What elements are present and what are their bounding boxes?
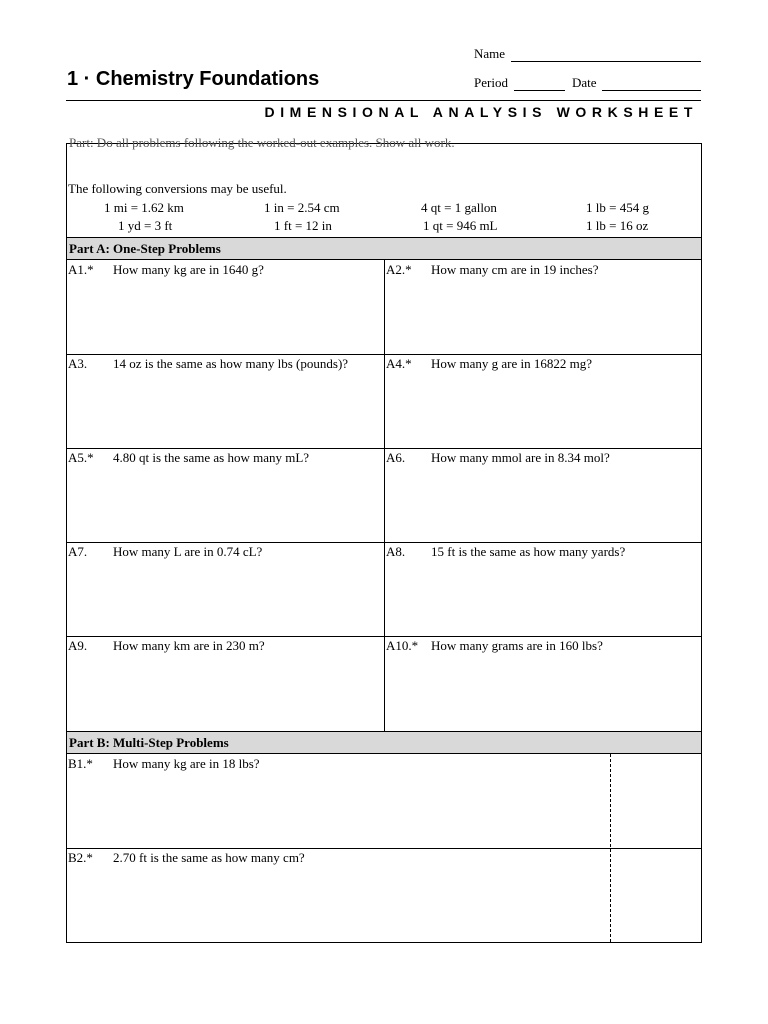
header-rule bbox=[66, 100, 701, 101]
page-title: 1 · Chemistry Foundations bbox=[67, 68, 320, 90]
conversion-item: 1 lb = 454 g bbox=[586, 200, 649, 215]
problem-cell[interactable] bbox=[67, 448, 384, 542]
date-field[interactable] bbox=[602, 90, 701, 91]
conversion-item: 1 mi = 1.62 km bbox=[104, 200, 184, 215]
name-label: Name bbox=[474, 46, 506, 61]
problem-cell[interactable] bbox=[67, 542, 384, 636]
problem-cell[interactable] bbox=[67, 354, 384, 448]
problem-text: How many mmol are in 8.34 mol? bbox=[431, 450, 610, 465]
worksheet-subtitle: DIMENSIONAL ANALYSIS WORKSHEET bbox=[264, 104, 698, 120]
answer-box[interactable] bbox=[611, 754, 701, 848]
problem-text: How many kg are in 1640 g? bbox=[113, 262, 264, 277]
problem-cell[interactable] bbox=[385, 448, 701, 542]
conversion-item: 4 qt = 1 gallon bbox=[421, 200, 497, 215]
problem-text: 14 oz is the same as how many lbs (pounds)? bbox=[113, 356, 349, 371]
problem-cell[interactable] bbox=[385, 354, 701, 448]
conversion-item: 1 yd = 3 ft bbox=[118, 218, 173, 233]
problem-number: B1.* bbox=[68, 756, 93, 771]
problem-cell[interactable] bbox=[385, 542, 701, 636]
problem-number: A5.* bbox=[68, 450, 94, 465]
directions-text: Part: Do all problems following the worked-out examples. Show all work. bbox=[69, 135, 455, 150]
problem-number: A9. bbox=[68, 638, 88, 653]
part-b-heading: Part B: Multi-Step Problems bbox=[67, 731, 701, 754]
name-field[interactable] bbox=[511, 61, 701, 62]
date-label: Date bbox=[572, 75, 597, 90]
answer-box[interactable] bbox=[611, 848, 701, 942]
worksheet-table bbox=[66, 135, 702, 943]
problem-text: How many cm are in 19 inches? bbox=[431, 262, 599, 277]
problem-text: 2.70 ft is the same as how many cm? bbox=[113, 850, 305, 865]
problem-cell[interactable] bbox=[67, 848, 610, 942]
problem-number: A1.* bbox=[68, 262, 94, 277]
problem-number: A4.* bbox=[386, 356, 412, 371]
problem-text: How many L are in 0.74 cL? bbox=[113, 544, 263, 559]
problem-cell[interactable] bbox=[67, 754, 610, 848]
problem-number: A10.* bbox=[386, 638, 419, 653]
problem-number: B2.* bbox=[68, 850, 93, 865]
conversion-item: 1 in = 2.54 cm bbox=[264, 200, 340, 215]
problem-text: How many km are in 230 m? bbox=[113, 638, 265, 653]
problem-cell[interactable] bbox=[385, 636, 701, 730]
problem-number: A7. bbox=[68, 544, 88, 559]
problem-number: A3. bbox=[68, 356, 88, 371]
problem-text: How many kg are in 18 lbs? bbox=[113, 756, 260, 771]
problem-number: A2.* bbox=[386, 262, 412, 277]
problem-text: 4.80 qt is the same as how many mL? bbox=[113, 450, 310, 465]
conversion-item: 1 ft = 12 in bbox=[274, 218, 332, 233]
part-a-heading: Part A: One-Step Problems bbox=[67, 237, 701, 260]
problem-cell[interactable] bbox=[67, 636, 384, 730]
problem-cell[interactable] bbox=[67, 260, 384, 354]
period-label: Period bbox=[474, 75, 508, 90]
problem-text: 15 ft is the same as how many yards? bbox=[431, 544, 626, 559]
conversions-intro: The following conversions may be useful. bbox=[68, 181, 287, 196]
problem-text: How many g are in 16822 mg? bbox=[431, 356, 593, 371]
problem-text: How many grams are in 160 lbs? bbox=[431, 638, 603, 653]
problem-number: A8. bbox=[386, 544, 406, 559]
period-field[interactable] bbox=[514, 90, 565, 91]
conversion-item: 1 lb = 16 oz bbox=[586, 218, 649, 233]
problem-cell[interactable] bbox=[385, 260, 701, 354]
problem-number: A6. bbox=[386, 450, 406, 465]
conversion-item: 1 qt = 946 mL bbox=[423, 218, 498, 233]
